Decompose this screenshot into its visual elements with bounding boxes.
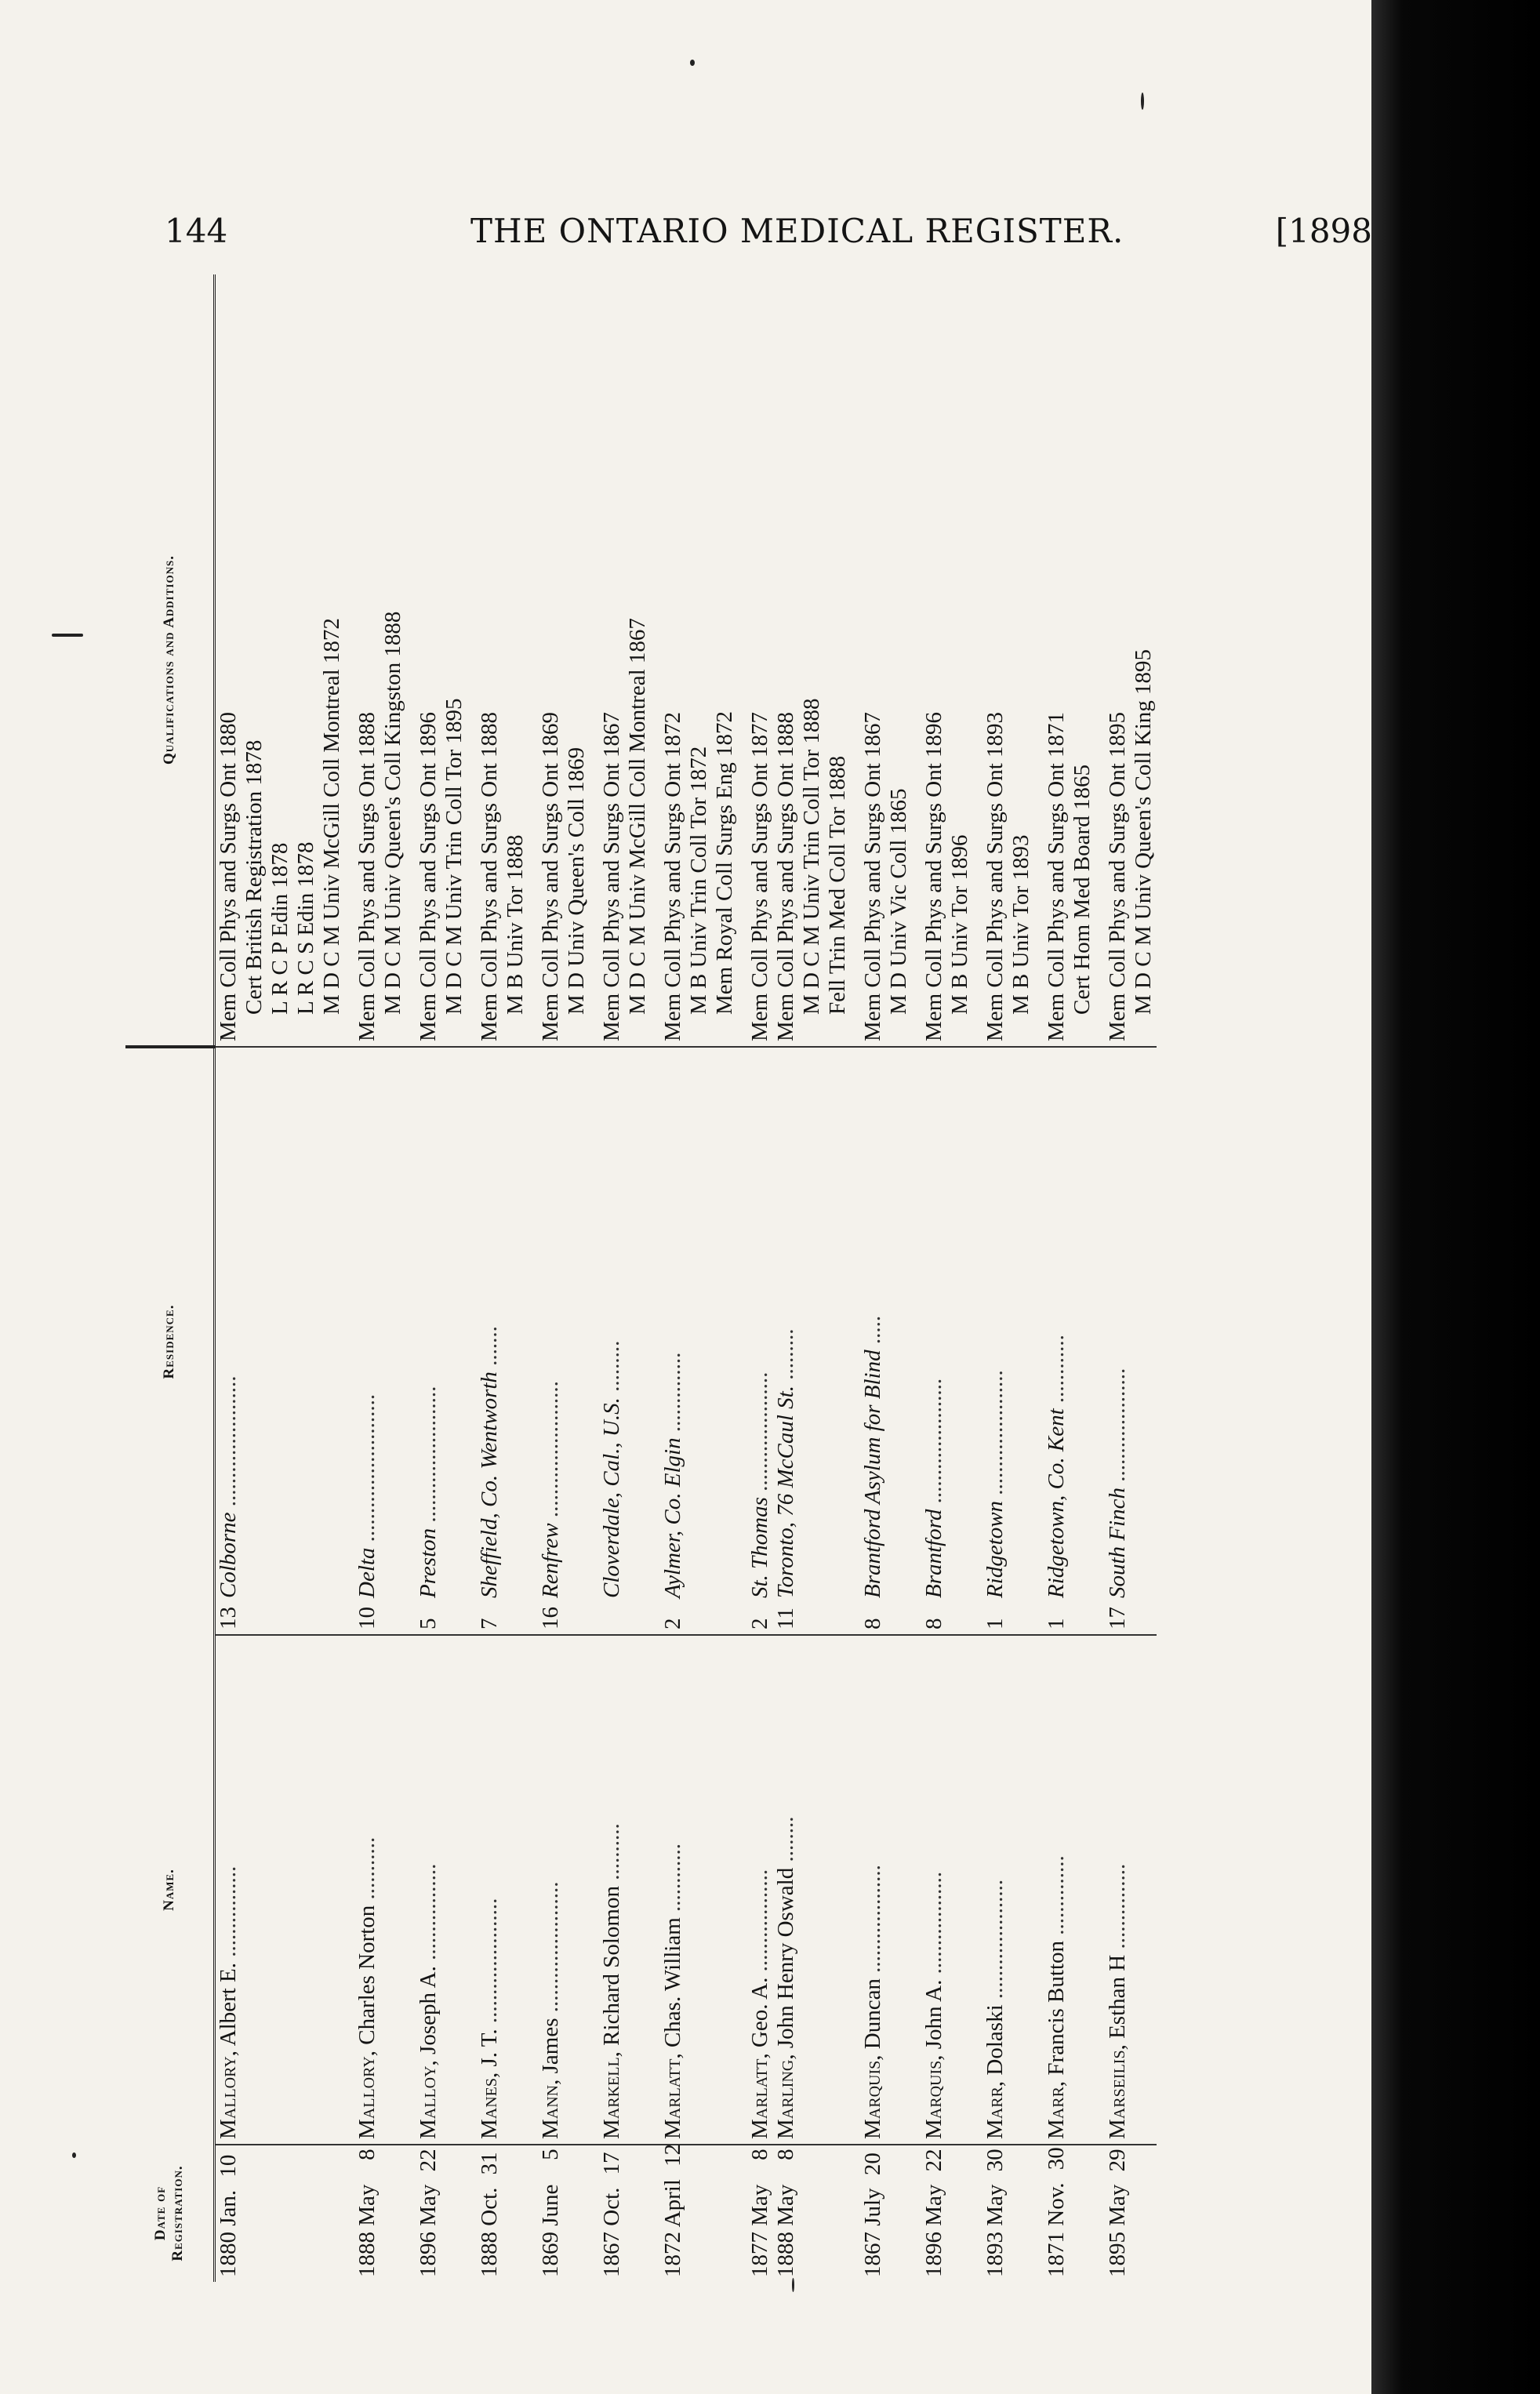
county-number: 5	[416, 1618, 441, 1629]
leader-dots: .................	[416, 1863, 441, 1967]
leader-dots: ........	[773, 1816, 798, 1868]
given-names: Duncan	[860, 1978, 885, 2050]
table-row	[738, 274, 773, 2282]
residence-place: Cloverdale, Cal., U.S.	[599, 1397, 624, 1598]
residence-cell	[467, 1047, 528, 1635]
registration-day: 8	[747, 2149, 772, 2160]
qualification-line: Mem Coll Phys and Surgs Ont 1872	[660, 711, 685, 1041]
qualification-line: Mem Coll Phys and Surgs Ont 1888	[773, 711, 798, 1041]
qualifications-cell	[912, 274, 973, 1047]
qualification-line: M D Univ Queen's Coll 1869	[564, 747, 589, 1015]
leader-dots: .......................	[216, 1375, 241, 1513]
table-row	[215, 274, 346, 2282]
registration-day: 10	[216, 2154, 241, 2178]
leader-dots: .........	[773, 1328, 798, 1386]
residence-cell	[738, 1047, 773, 1635]
registration-date: 1877 May	[747, 2184, 772, 2277]
registration-date: 1896 May	[416, 2184, 441, 2277]
leader-dots: ...............	[1105, 1863, 1130, 1955]
county-number: 13	[216, 1607, 241, 1629]
given-names: Joseph A.	[416, 1966, 441, 2054]
given-names: Esthan H	[1105, 1954, 1130, 2039]
qualification-line: Cert British Registration 1878	[242, 739, 267, 1015]
county-number: 1	[982, 1618, 1008, 1629]
name-cell	[467, 1635, 528, 2145]
registration-date: 1867 July	[860, 2188, 885, 2277]
qualification-line: Cert Hom Med Board 1865	[1070, 765, 1095, 1015]
leader-dots: ..........	[599, 1823, 624, 1887]
qualification-line: Mem Coll Phys and Surgs Ont 1896	[921, 711, 946, 1041]
table-row	[851, 274, 912, 2282]
registration-date: 1888 May	[773, 2184, 798, 2277]
given-names: John A.	[921, 1979, 946, 2050]
qualification-line: Mem Coll Phys and Surgs Ont 1867	[860, 711, 885, 1041]
qualification-line: M D C M Univ McGill Coll Montreal 1867	[625, 618, 650, 1015]
date-cell	[406, 2145, 467, 2282]
leader-dots: ...........	[354, 1836, 380, 1905]
registration-date: 1888 May	[354, 2184, 380, 2277]
county-number: 1	[1044, 1618, 1069, 1629]
given-names: Charles Norton	[354, 1905, 380, 2045]
given-names: John Henry Oswald	[773, 1867, 798, 2049]
surname: Marquis,	[860, 2054, 885, 2139]
leader-dots: .....................	[747, 1371, 772, 1498]
scan-speck	[1141, 93, 1144, 110]
county-number: 17	[1105, 1607, 1130, 1629]
register-table	[125, 274, 1157, 2282]
residence-place: Delta	[354, 1547, 380, 1598]
table-row	[1034, 274, 1095, 2282]
date-cell	[215, 2145, 346, 2282]
county-number: 16	[538, 1607, 563, 1629]
date-cell	[590, 2145, 651, 2282]
residence-place: Toronto, 76 McCaul St.	[773, 1386, 798, 1598]
residence-place: St. Thomas	[747, 1497, 772, 1598]
qualification-line: Mem Coll Phys and Surgs Ont 1888	[354, 711, 380, 1041]
registration-date: 1893 May	[982, 2184, 1008, 2277]
residence-place: Brantford	[921, 1509, 946, 1598]
surname: Marlatt,	[660, 2053, 685, 2139]
registration-day: 8	[354, 2149, 380, 2160]
registration-date: 1896 May	[921, 2184, 946, 2277]
county-number: 8	[921, 1618, 946, 1629]
leader-dots: .....................	[982, 1879, 1008, 2005]
date-cell	[773, 2145, 851, 2282]
surname: Mallory,	[216, 2050, 241, 2139]
residence-place: Ridgetown	[982, 1500, 1008, 1598]
leader-dots: ..............	[1044, 1855, 1069, 1941]
leader-dots: ............	[660, 1843, 685, 1918]
residence-place: South Finch	[1105, 1488, 1130, 1598]
qualification-line: Mem Coll Phys and Surgs Ont 1895	[1105, 711, 1130, 1041]
name-cell	[738, 1635, 773, 2145]
register-table-region	[125, 274, 1364, 2282]
given-names: Chas. William	[660, 1917, 685, 2048]
page-number: 144	[165, 212, 228, 250]
qualification-line: M B Univ Tor 1888	[503, 834, 528, 1015]
registration-day: 22	[921, 2149, 946, 2172]
registration-day: 22	[416, 2149, 441, 2172]
leader-dots: ....................	[1105, 1368, 1130, 1488]
residence-cell	[773, 1047, 851, 1635]
registration-date: 1869 June	[538, 2184, 563, 2277]
county-number: 10	[354, 1607, 380, 1629]
residence-place: Renfrew	[538, 1523, 563, 1598]
surname: Marr,	[982, 2080, 1008, 2139]
given-names: Geo. A.	[747, 1977, 772, 2048]
registration-date: 1867 Oct.	[599, 2187, 624, 2277]
given-names: J. T.	[477, 2029, 502, 2067]
qualifications-cell	[1034, 274, 1095, 1047]
name-cell	[215, 1635, 346, 2145]
page-header	[165, 212, 1372, 267]
residence-cell	[215, 1047, 346, 1635]
leader-dots: .......................	[538, 1881, 563, 2018]
qualification-line: M D C M Univ McGill Coll Montreal 1872	[319, 618, 344, 1015]
qualifications-cell	[590, 274, 651, 1047]
name-cell	[345, 1635, 406, 2145]
leader-dots: .......	[477, 1326, 502, 1372]
date-cell	[1034, 2145, 1095, 2282]
registration-day: 5	[538, 2149, 563, 2160]
county-number: 8	[860, 1618, 885, 1629]
residence-place: Brantford Asylum for Blind	[860, 1350, 885, 1598]
date-cell	[528, 2145, 590, 2282]
residence-cell	[1034, 1047, 1095, 1635]
leader-dots: ......................	[477, 1898, 502, 2029]
surname: Mann,	[538, 2079, 563, 2139]
qualification-line: M B Univ Trin Coll Tor 1872	[686, 746, 711, 1015]
leader-dots: ..................	[747, 1869, 772, 1978]
date-cell	[912, 2145, 973, 2282]
qualifications-cell	[851, 274, 912, 1047]
county-number: 11	[773, 1608, 798, 1629]
leader-dots: ..............	[660, 1352, 685, 1438]
qualification-line: Mem Coll Phys and Surgs Ont 1877	[747, 711, 772, 1041]
qualification-line: Mem Coll Phys and Surgs Ont 1871	[1044, 711, 1069, 1041]
date-cell	[973, 2145, 1034, 2282]
qualification-line: Fell Trin Med Coll Tor 1888	[825, 755, 850, 1015]
registration-day: 12	[660, 2143, 685, 2167]
given-names: Francis Button	[1044, 1940, 1069, 2076]
qualification-line: M B Univ Tor 1893	[1008, 834, 1033, 1015]
surname: Marr,	[1044, 2080, 1069, 2139]
residence-place: Aylmer, Co. Elgin	[660, 1437, 685, 1598]
date-cell	[851, 2145, 912, 2282]
name-cell	[590, 1635, 651, 2145]
surname: Manes,	[477, 2072, 502, 2139]
registration-date: 1888 Oct.	[477, 2187, 502, 2277]
table-row	[590, 274, 651, 2282]
qualification-line: Mem Coll Phys and Surgs Ont 1880	[216, 711, 241, 1041]
scan-speck	[52, 634, 83, 637]
qualifications-cell	[738, 274, 773, 1047]
qualification-line: M B Univ Tor 1896	[947, 834, 972, 1015]
county-number: 2	[747, 1618, 772, 1629]
county-number: 2	[660, 1618, 685, 1629]
date-cell	[1095, 2145, 1157, 2282]
given-names: Dolaski	[982, 2004, 1008, 2076]
qualifications-cell	[973, 274, 1034, 1047]
surname: Marquis,	[921, 2054, 946, 2139]
registration-day: 8	[773, 2149, 798, 2160]
table-row	[528, 274, 590, 2282]
scanner-edge	[1371, 0, 1540, 2394]
registration-date: 1880 Jan.	[216, 2189, 241, 2277]
table-row	[345, 274, 406, 2282]
registration-day: 17	[599, 2152, 624, 2175]
leader-dots: ...................	[860, 1865, 885, 1979]
table-row	[467, 274, 528, 2282]
surname: Mallory,	[354, 2050, 380, 2139]
qualifications-cell	[345, 274, 406, 1047]
scan-speck	[690, 60, 695, 66]
col-header-residence: Residence.	[125, 1047, 215, 1635]
date-cell	[738, 2145, 773, 2282]
col-header-name: Name.	[125, 1635, 215, 2145]
residence-cell	[651, 1047, 738, 1635]
leader-dots: ........................	[538, 1381, 563, 1524]
registration-date: 1871 Nov.	[1044, 2182, 1069, 2277]
qualification-line: Mem Coll Phys and Surgs Ont 1896	[416, 711, 441, 1041]
qualification-line: M D C M Univ Trin Coll Tor 1895	[441, 698, 467, 1015]
qualification-line: M D C M Univ Trin Coll Tor 1888	[799, 698, 824, 1015]
surname: Malloy,	[416, 2060, 441, 2139]
residence-cell	[590, 1047, 651, 1635]
given-names: James	[538, 2018, 563, 2074]
register-rows	[215, 274, 1157, 2282]
registration-date: 1895 May	[1105, 2184, 1130, 2277]
name-cell	[651, 1635, 738, 2145]
leader-dots: ................	[216, 1865, 241, 1963]
leader-dots: .....	[860, 1315, 885, 1350]
qualification-line: L R C S Edin 1878	[293, 841, 318, 1015]
registration-day: 29	[1105, 2149, 1130, 2172]
qualifications-cell	[773, 274, 851, 1047]
name-cell	[912, 1635, 973, 2145]
name-cell	[851, 1635, 912, 2145]
name-cell	[1095, 1635, 1157, 2145]
leader-dots: ............	[1044, 1335, 1069, 1409]
name-cell	[973, 1635, 1034, 2145]
qualification-line: L R C P Edin 1878	[267, 842, 292, 1015]
qualification-line: Mem Coll Phys and Surgs Ont 1869	[538, 711, 563, 1041]
name-cell	[1034, 1635, 1095, 2145]
col-header-date: Date of Registration.	[125, 2145, 215, 2282]
residence-place: Sheffield, Co. Wentworth	[477, 1371, 502, 1598]
table-row	[912, 274, 973, 2282]
surname: Marseilis,	[1105, 2044, 1130, 2139]
residence-cell	[912, 1047, 973, 1635]
registration-date: 1872 April	[660, 2179, 685, 2277]
qualification-line: M D Univ Vic Coll 1865	[886, 788, 911, 1015]
name-cell	[406, 1635, 467, 2145]
leader-dots: ......................	[982, 1370, 1008, 1501]
residence-cell	[851, 1047, 912, 1635]
qualification-line: Mem Coll Phys and Surgs Ont 1893	[982, 711, 1008, 1041]
qualifications-cell	[528, 274, 590, 1047]
residence-place: Colborne	[216, 1512, 241, 1598]
page-year: [1898	[1275, 212, 1372, 250]
date-cell	[467, 2145, 528, 2282]
scan-speck	[72, 2152, 76, 2158]
name-cell	[528, 1635, 590, 2145]
date-cell	[345, 2145, 406, 2282]
qualifications-cell	[651, 274, 738, 1047]
table-row	[1095, 274, 1157, 2282]
qualification-line: Mem Coll Phys and Surgs Ont 1867	[599, 711, 624, 1041]
qualification-line: M D C M Univ Queen's Coll Kingston 1888	[380, 611, 405, 1015]
leader-dots: ......................	[921, 1378, 946, 1509]
registration-day: 30	[982, 2149, 1008, 2172]
qualification-line: Mem Royal Coll Surgs Eng 1872	[712, 711, 737, 1015]
table-row	[773, 274, 851, 2282]
qualifications-cell	[406, 274, 467, 1047]
leader-dots: ..................	[921, 1871, 946, 1980]
table-row	[651, 274, 738, 2282]
table-row	[973, 274, 1034, 2282]
qualifications-cell	[467, 274, 528, 1047]
registration-day: 31	[477, 2152, 502, 2175]
date-cell	[651, 2145, 738, 2282]
residence-cell	[528, 1047, 590, 1635]
registration-day: 30	[1044, 2147, 1069, 2171]
register-table-rotated	[125, 274, 1364, 2282]
residence-place: Ridgetown, Co. Kent	[1044, 1408, 1069, 1598]
given-names: Albert E.	[216, 1962, 241, 2047]
leader-dots: .........	[599, 1340, 624, 1398]
qualification-line: M D C M Univ Queen's Coll King 1895	[1131, 648, 1156, 1015]
leader-dots: ........................	[416, 1386, 441, 1528]
residence-cell	[406, 1047, 467, 1635]
given-names: Richard Solomon	[599, 1886, 624, 2046]
county-number: 7	[477, 1618, 502, 1629]
surname: Marling,	[773, 2054, 798, 2139]
residence-cell	[345, 1047, 406, 1635]
surname: Markell,	[599, 2051, 624, 2139]
name-cell	[773, 1635, 851, 2145]
registration-day: 20	[860, 2152, 885, 2176]
residence-place: Preston	[416, 1528, 441, 1598]
residence-cell	[1095, 1047, 1157, 1635]
qualification-line: Mem Coll Phys and Surgs Ont 1888	[477, 711, 502, 1041]
table-row	[406, 274, 467, 2282]
header-row	[125, 274, 215, 2282]
surname: Marlatt,	[747, 2053, 772, 2139]
col-header-qualifications: Qualifications and Additions.	[125, 274, 215, 1047]
page-title: THE ONTARIO MEDICAL REGISTER.	[470, 212, 1124, 250]
leader-dots: ..........................	[354, 1393, 380, 1548]
qualifications-cell	[215, 274, 346, 1047]
residence-cell	[973, 1047, 1034, 1635]
qualifications-cell	[1095, 274, 1157, 1047]
